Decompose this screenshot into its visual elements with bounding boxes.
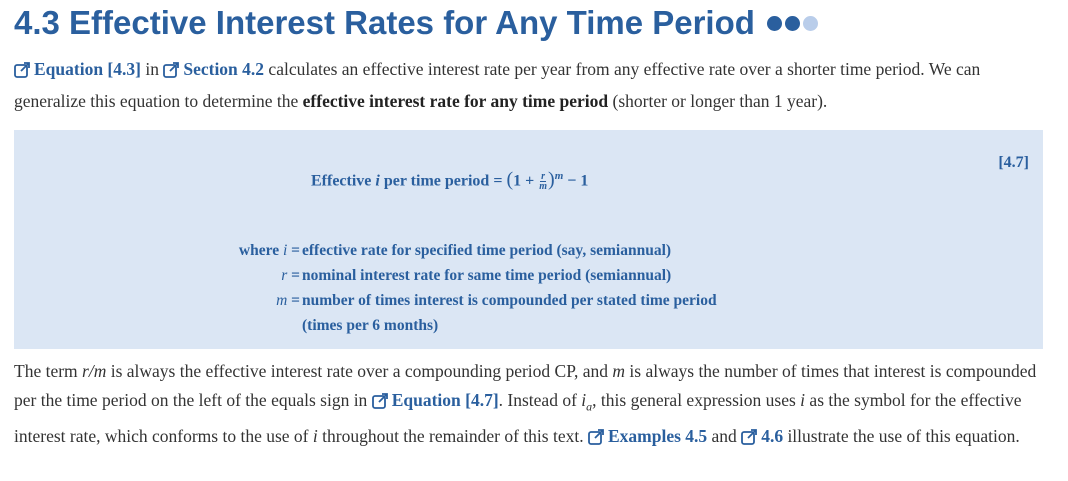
progress-dot-3 xyxy=(803,16,818,31)
equation-number: [4.7] xyxy=(998,154,1029,171)
closing-text-4: . Instead of xyxy=(498,390,582,410)
definition-variable: r xyxy=(281,267,288,284)
formula-paren-open: ( xyxy=(506,168,514,191)
closing-text-3: is always the number of times that interest is compounded per the time period on the left of the equals sign in xyxy=(14,361,1037,410)
formula-equation xyxy=(311,163,588,194)
equation-4-3-link[interactable] xyxy=(14,59,141,79)
definition-term xyxy=(14,263,302,288)
closing-text-6: as the symbol for the effective interest rate, which conforms to the use of xyxy=(14,390,1022,446)
closing-var-i1: i xyxy=(800,390,806,410)
definition-row xyxy=(14,238,722,263)
external-link-icon xyxy=(14,58,31,87)
external-link-icon xyxy=(372,389,389,418)
closing-var-i2: i xyxy=(312,425,318,446)
formula-paren-close: ) xyxy=(548,168,555,191)
equation-4-7-link[interactable] xyxy=(372,390,499,410)
closing-and: and xyxy=(707,425,742,446)
progress-dot-1 xyxy=(767,16,782,31)
intro-text-b: (shorter or longer than 1 year). xyxy=(608,91,828,111)
closing-paragraph xyxy=(14,357,1054,454)
definition-equals: = xyxy=(287,267,300,284)
formula-fraction xyxy=(539,172,547,191)
definition-equals: = xyxy=(287,242,300,259)
intro-text-a: calculates an effective interest rate per year from any effective rate over a shorter time period. We can generalize this equation to determine the xyxy=(14,59,981,111)
formula-label-var: i xyxy=(375,172,380,190)
closing-text-8: illustrate the use of this equation. xyxy=(783,425,1020,446)
definition-variable: m xyxy=(276,292,288,309)
closing-var-rm: r/m xyxy=(82,361,107,381)
formula-minus-one: − 1 xyxy=(563,172,589,190)
external-link-icon xyxy=(163,58,180,87)
closing-sub-a: a xyxy=(586,399,593,414)
closing-text-7: throughout the remainder of this text. xyxy=(317,425,588,446)
section-4-2-link-text[interactable]: Section 4.2 xyxy=(183,59,265,79)
progress-dot-2 xyxy=(785,16,800,31)
definition-description: effective rate for specified time period (say, semiannual) xyxy=(302,242,672,259)
external-link-icon xyxy=(741,425,758,454)
formula-exponent: m xyxy=(554,170,564,182)
definition-row xyxy=(14,263,722,288)
fraction-numerator: r xyxy=(541,171,546,183)
closing-text-2: is always the effective interest rate over a compounding period CP, and xyxy=(106,361,613,381)
equation-4-7-link-text[interactable]: Equation [4.7] xyxy=(391,390,499,410)
closing-text-1: The term xyxy=(14,361,83,381)
definition-row xyxy=(14,288,722,338)
formula-one-plus: 1 + xyxy=(513,172,539,190)
section-4-2-link[interactable] xyxy=(163,59,264,79)
closing-text-5: , this general expression uses xyxy=(592,390,801,410)
formula-label-post: per time period = xyxy=(379,172,507,190)
definition-description: nominal interest rate for same time period (semiannual) xyxy=(302,267,672,284)
intro-paragraph xyxy=(14,55,1054,116)
progress-dots xyxy=(767,16,818,31)
definition-prefix: where xyxy=(238,242,283,259)
where-definitions xyxy=(14,238,722,338)
section-title: 4.3 Effective Interest Rates for Any Time Period xyxy=(14,4,755,41)
definition-description: number of times interest is compounded per stated time period (times per 6 months) xyxy=(302,292,717,334)
example-4-6-link-text[interactable]: 4.6 xyxy=(761,425,784,446)
definition-equals: = xyxy=(287,292,300,309)
equation-4-3-link-text[interactable]: Equation [4.3] xyxy=(34,59,141,79)
examples-4-5-link-text[interactable]: Examples 4.5 xyxy=(607,425,708,446)
example-4-6-link[interactable] xyxy=(741,426,783,446)
closing-var-ia: i xyxy=(581,390,587,410)
external-link-icon xyxy=(588,425,605,454)
closing-var-m: m xyxy=(612,361,626,381)
examples-4-5-link[interactable] xyxy=(588,426,707,446)
definition-term xyxy=(14,238,302,263)
intro-bold-phrase: effective interest rate for any time period xyxy=(302,91,609,111)
section-heading xyxy=(14,0,818,46)
intro-text-in: in xyxy=(140,59,164,79)
fraction-denominator: m xyxy=(539,181,548,193)
formula-label-pre: Effective xyxy=(311,172,376,190)
definition-term xyxy=(14,288,302,338)
definition-variable: i xyxy=(282,242,288,259)
formula-box xyxy=(14,130,1043,349)
